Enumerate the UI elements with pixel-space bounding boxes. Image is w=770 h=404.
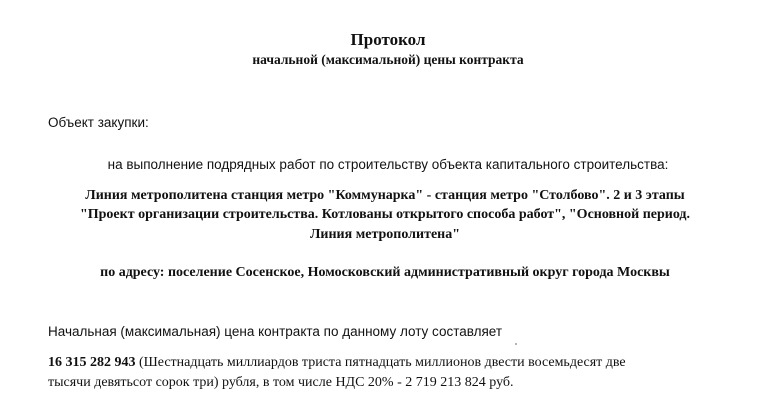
object-name-line-3: Линия метрополитена" [309, 227, 461, 242]
document-subtitle: начальной (максимальной) цены контракта [252, 52, 524, 67]
price-line-1 [48, 355, 626, 371]
price-words-1: (Шестнадцать миллиардов триста пятнадцать миллионов двести восемьдесят две [135, 355, 626, 370]
price-amount: 16 315 282 943 [48, 355, 136, 370]
scan-speck [515, 343, 517, 345]
price-words-2: тысячи девятьсот сорок три) рубля, в том числе НДС 20% - 2 719 213 824 руб. [48, 375, 514, 390]
object-name-line-2: "Проект организации строительства. Котлованы открытого способа работ", "Основной период. [79, 207, 691, 222]
procurement-purpose: на выполнение подрядных работ по строительству объекта капитального строительства: [107, 157, 669, 172]
price-intro: Начальная (максимальная) цена контракта по данному лоту составляет [48, 324, 503, 339]
object-address: по адресу: поселение Сосенское, Номосковский административный округ города Москвы [100, 265, 670, 280]
object-name-line-1: Линия метрополитена станция метро "Коммунарка" - станция метро "Столбово". 2 и 3 этапы [85, 188, 685, 203]
document-title: Протокол [350, 30, 426, 49]
procurement-object-label: Объект закупки: [48, 115, 149, 130]
